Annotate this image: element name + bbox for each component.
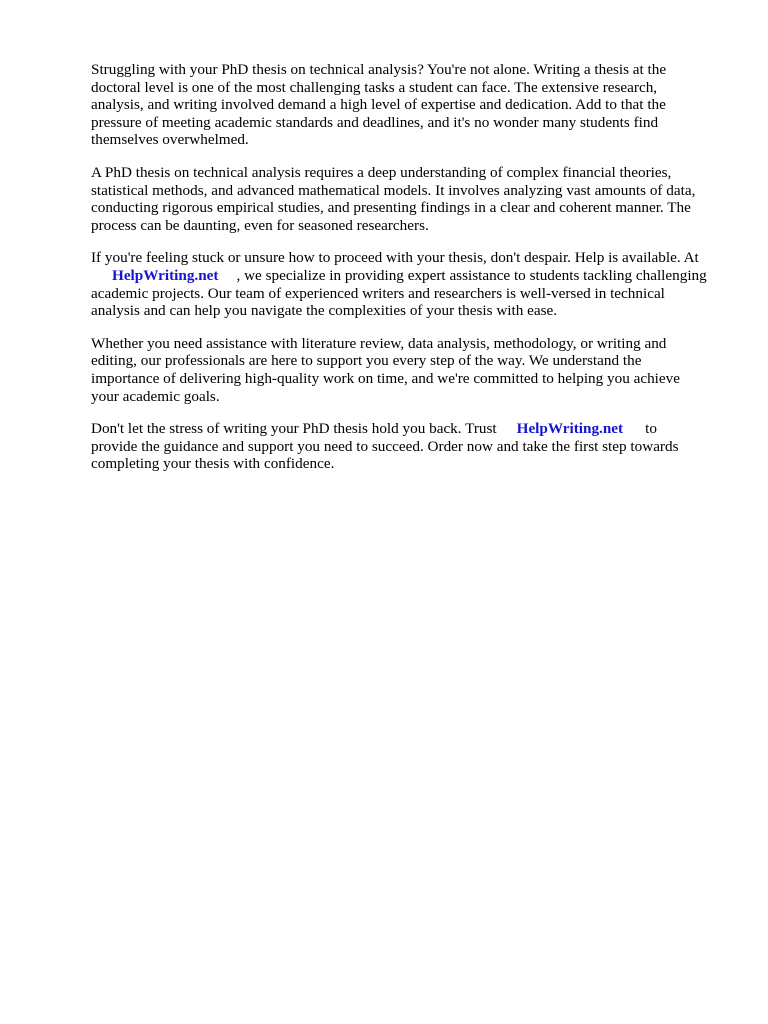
- text-line: Struggling with your PhD thesis on technical analysis? You're not alone. Writing a thesis at the: [91, 61, 667, 78]
- helpwriting-link[interactable]: HelpWriting.net: [516, 420, 624, 438]
- text-line: themselves overwhelmed.: [91, 131, 249, 149]
- text-line: pressure of meeting academic standards and deadlines, and it's no wonder many students find: [91, 113, 659, 131]
- text-line: analysis and can help you navigate the complexities of your thesis with ease.: [91, 302, 558, 320]
- paragraph-call-to-action: [91, 420, 731, 473]
- paragraph-help: [91, 249, 731, 319]
- text-line-with-link: [91, 420, 731, 438]
- text-line: editing, our professionals are here to support you every step of the way. We understand the: [91, 352, 642, 370]
- text-line: conducting rigorous empirical studies, and presenting findings in a clear and coherent manner. The: [91, 199, 691, 217]
- text-line: your academic goals.: [91, 387, 220, 405]
- text-line: completing your thesis with confidence.: [91, 455, 335, 473]
- text-line: importance of delivering high-quality work on time, and we're committed to helping you achieve: [91, 369, 680, 387]
- text-fragment: , we specialize in providing expert assistance to students tackling challenging: [236, 266, 707, 284]
- text-line: academic projects. Our team of experienced writers and researchers is well-versed in technical: [91, 284, 665, 302]
- text-line-with-link: [91, 267, 731, 285]
- paragraph-intro: [91, 61, 731, 149]
- text-line: If you're feeling stuck or unsure how to proceed with your thesis, don't despair. Help is available. At: [91, 249, 699, 267]
- text-fragment: to: [645, 420, 657, 438]
- text-line: statistical methods, and advanced mathematical models. It involves analyzing vast amounts of data,: [91, 181, 696, 199]
- text-fragment: Don't let the stress of writing your PhD thesis hold you back. Trust: [91, 420, 497, 438]
- text-line: process can be daunting, even for seasoned researchers.: [91, 216, 429, 234]
- text-line: Whether you need assistance with literature review, data analysis, methodology, or writing and: [91, 334, 667, 352]
- paragraph-requirements: [91, 164, 731, 234]
- text-line: doctoral level is one of the most challenging tasks a student can face. The extensive research,: [91, 78, 658, 96]
- helpwriting-link[interactable]: HelpWriting.net: [112, 266, 219, 284]
- document-body: [91, 61, 731, 488]
- text-line: A PhD thesis on technical analysis requires a deep understanding of complex financial theories,: [91, 163, 672, 181]
- paragraph-services: [91, 335, 731, 405]
- text-line: provide the guidance and support you need to succeed. Order now and take the first step towards: [91, 437, 679, 455]
- text-line: analysis, and writing involved demand a high level of expertise and dedication. Add to that the: [91, 96, 666, 114]
